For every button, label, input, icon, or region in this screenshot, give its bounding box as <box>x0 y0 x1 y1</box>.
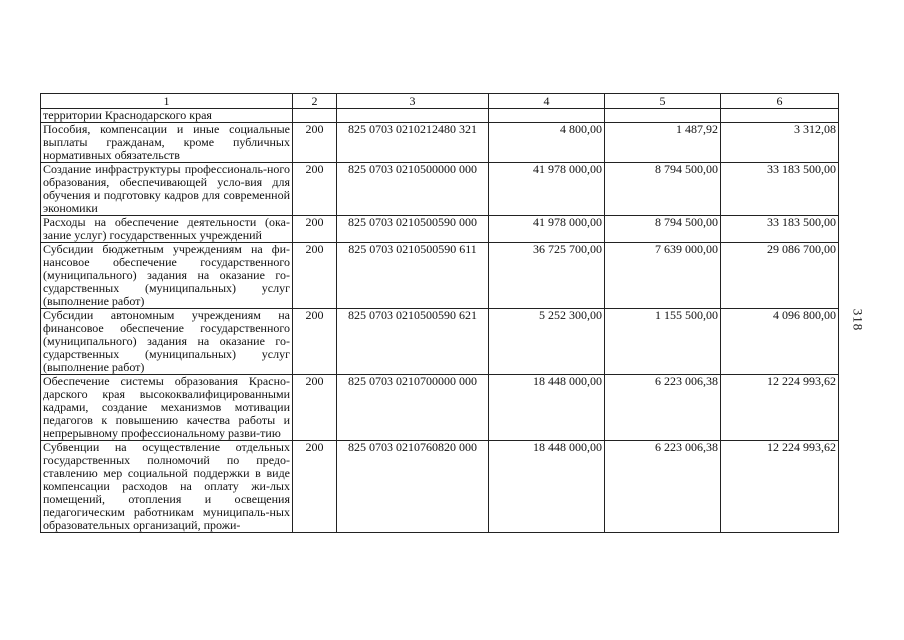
column-header-3: 3 <box>337 94 489 109</box>
row-code-2: 200 <box>293 441 337 533</box>
row-col6-amount: 29 086 700,00 <box>721 243 839 309</box>
row-budget-code: 825 0703 0210500590 611 <box>337 243 489 309</box>
row-col6-amount: 12 224 993,62 <box>721 375 839 441</box>
row-budget-code: 825 0703 0210212480 321 <box>337 123 489 163</box>
row-col4-amount: 18 448 000,00 <box>489 441 605 533</box>
row-col4-amount: 18 448 000,00 <box>489 375 605 441</box>
column-number-row <box>41 94 839 109</box>
row-col4-amount: 36 725 700,00 <box>489 243 605 309</box>
row-code-2: 200 <box>293 163 337 216</box>
table-row <box>41 123 839 163</box>
row-description: Создание инфраструктуры профессиональ-ного образования, обеспечивающей усло-вия для обучения и подготовку кадров для современной экономики <box>41 163 293 216</box>
row-col5-amount: 8 794 500,00 <box>605 216 721 243</box>
column-header-4: 4 <box>489 94 605 109</box>
row-col5-amount: 1 155 500,00 <box>605 309 721 375</box>
row-code-2: 200 <box>293 123 337 163</box>
row-col6-amount: 3 312,08 <box>721 123 839 163</box>
row-col4-amount: 4 800,00 <box>489 123 605 163</box>
row-description: Обеспечение системы образования Красно-дарского края высококвалифицированными кадрами, создание механизмов мотивации педагогов к повышению качества работы и непрерывному профессиональному разви-тию <box>41 375 293 441</box>
column-header-5: 5 <box>605 94 721 109</box>
row-col5-amount: 6 223 006,38 <box>605 375 721 441</box>
row-code-2: 200 <box>293 375 337 441</box>
page-number: 318 <box>850 308 866 332</box>
row-col6-amount: 4 096 800,00 <box>721 309 839 375</box>
table-row <box>41 375 839 441</box>
row-description: Субсидии автономным учреждениям на финансовое обеспечение государственного (муниципального) задания на оказание го-сударственных (муниципальных) услуг (выполнение работ) <box>41 309 293 375</box>
table-row <box>41 216 839 243</box>
row-code-2: 200 <box>293 243 337 309</box>
column-header-1: 1 <box>41 94 293 109</box>
budget-table <box>40 93 839 533</box>
row-col4-amount: 41 978 000,00 <box>489 163 605 216</box>
row-col5-amount: 1 487,92 <box>605 123 721 163</box>
row-code-2: 200 <box>293 309 337 375</box>
row-description: Расходы на обеспечение деятельности (ока-зание услуг) государственных учреждений <box>41 216 293 243</box>
row-description: Субвенции на осуществление отдельных государственных полномочий по предо-ставлению мер социальной поддержки в виде компенсации расходов на оплату жи-лых помещений, отопления и освещения педагогическим работникам муниципаль-ных образовательных организаций, прожи- <box>41 441 293 533</box>
continuation-row <box>41 109 839 123</box>
budget-table-wrapper <box>40 93 839 533</box>
row-budget-code: 825 0703 0210500000 000 <box>337 163 489 216</box>
row-budget-code: 825 0703 0210500590 000 <box>337 216 489 243</box>
row-budget-code: 825 0703 0210700000 000 <box>337 375 489 441</box>
row-col6-amount: 12 224 993,62 <box>721 441 839 533</box>
table-row <box>41 441 839 533</box>
table-row <box>41 163 839 216</box>
row-col4-amount: 41 978 000,00 <box>489 216 605 243</box>
row-col5-amount: 8 794 500,00 <box>605 163 721 216</box>
row-col5-amount: 7 639 000,00 <box>605 243 721 309</box>
row-description: Субсидии бюджетным учреждениям на фи-нансовое обеспечение государственного (муниципального) задания на оказание го-сударственных (муниципальных) услуг (выполнение работ) <box>41 243 293 309</box>
row-col5-amount: 6 223 006,38 <box>605 441 721 533</box>
table-row <box>41 309 839 375</box>
table-row <box>41 243 839 309</box>
row-col6-amount: 33 183 500,00 <box>721 216 839 243</box>
row-col4-amount: 5 252 300,00 <box>489 309 605 375</box>
column-header-6: 6 <box>721 94 839 109</box>
row-budget-code: 825 0703 0210500590 621 <box>337 309 489 375</box>
continuation-text: территории Краснодарского края <box>41 109 293 123</box>
row-col6-amount: 33 183 500,00 <box>721 163 839 216</box>
column-header-2: 2 <box>293 94 337 109</box>
row-code-2: 200 <box>293 216 337 243</box>
row-budget-code: 825 0703 0210760820 000 <box>337 441 489 533</box>
row-description: Пособия, компенсации и иные социальные выплаты гражданам, кроме публичных нормативных обязательств <box>41 123 293 163</box>
